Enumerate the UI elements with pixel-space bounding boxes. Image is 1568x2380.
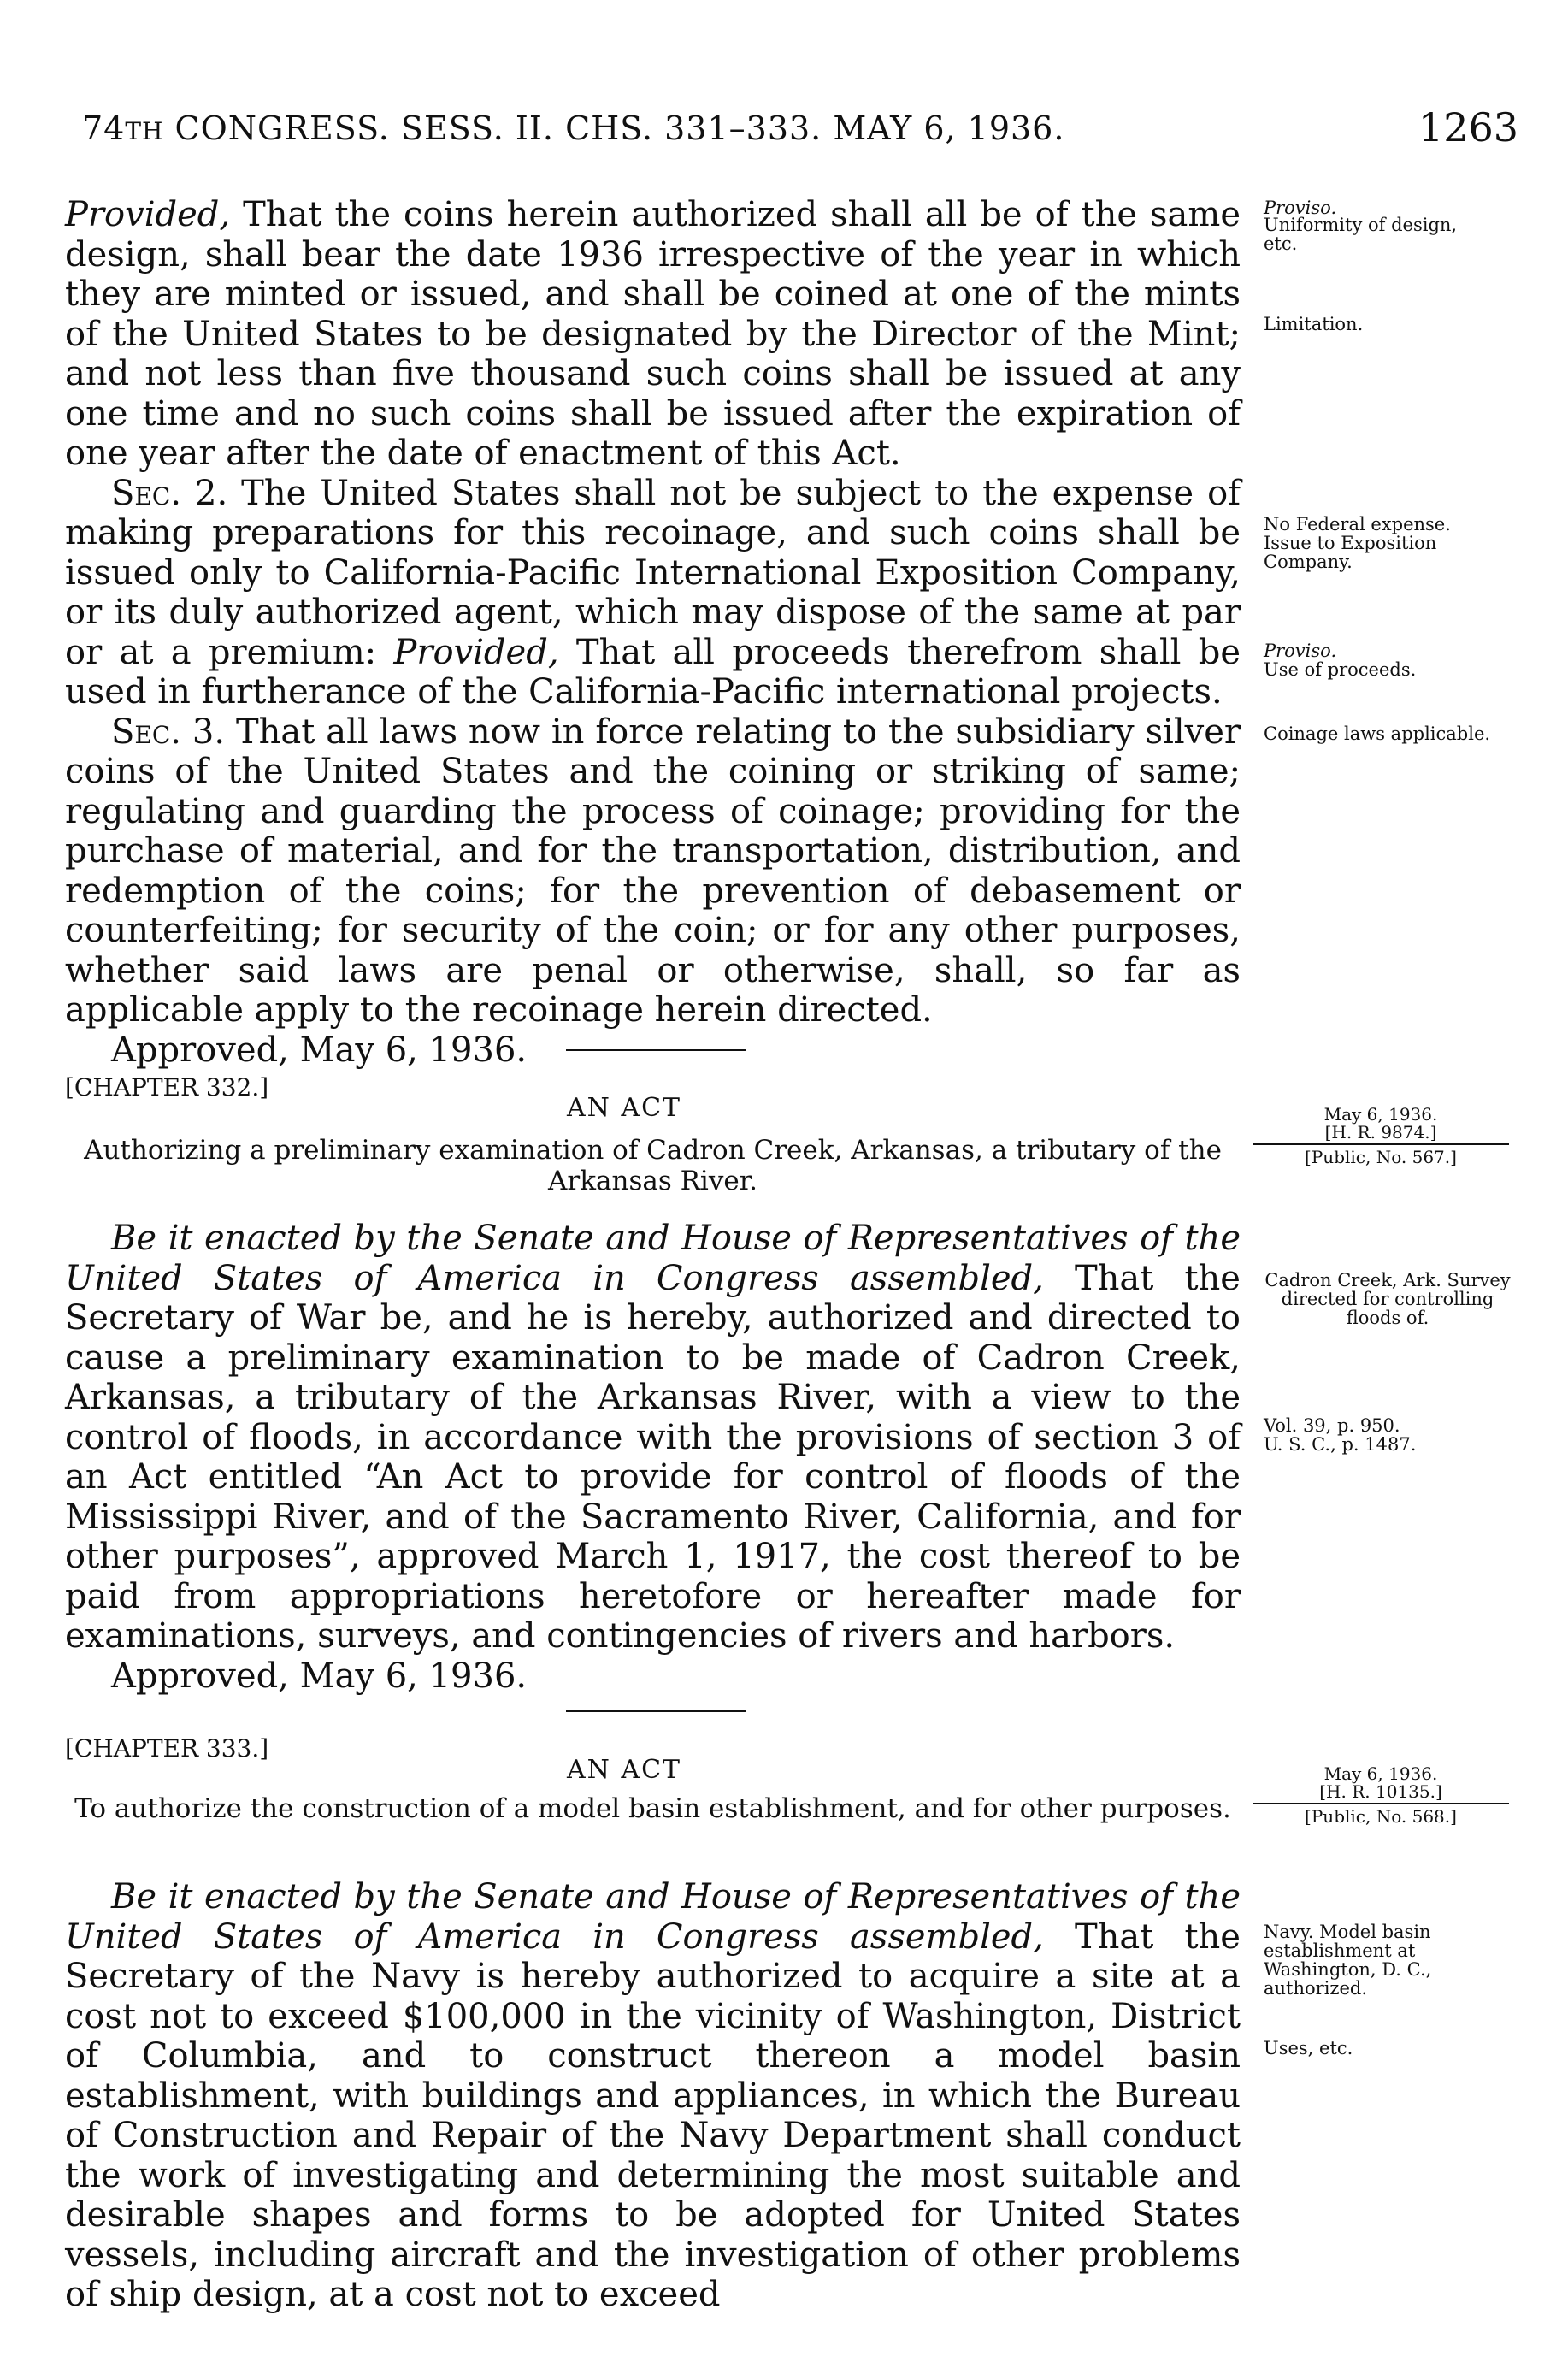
approved-line-1: Approved, May 6, 1936. bbox=[111, 1030, 528, 1070]
margin-navy-model-basin: Navy. Model basin establishment at Washington, D. C., authorized. bbox=[1264, 1922, 1432, 1999]
margin-coinage-laws: Coinage laws applicable. bbox=[1264, 723, 1491, 744]
chapter-332-body bbox=[65, 1219, 1241, 1696]
proviso-word: Provided, bbox=[65, 195, 231, 234]
chapter-333-public-law: [Public, No. 568.] bbox=[1305, 1806, 1457, 1827]
continued-act-body bbox=[65, 195, 1241, 1070]
separator-rule-2 bbox=[566, 1710, 746, 1712]
margin-cadron-creek: Cadron Creek, Ark. Survey directed for controlling floods of. bbox=[1264, 1270, 1511, 1328]
chapter-332-title: Authorizing a preliminary examination of Cadron Creek, Arkansas, a tributary of the Arkansas River. bbox=[84, 1135, 1222, 1196]
margin-vol-39: Vol. 39, p. 950. bbox=[1264, 1415, 1400, 1436]
margin-use-of-proceeds: Use of proceeds. bbox=[1264, 659, 1417, 680]
chapter-332-bill: [H. R. 9874.] bbox=[1253, 1124, 1509, 1145]
margin-issue-to: Issue to Exposition Company. bbox=[1264, 533, 1437, 572]
margin-uses: Uses, etc. bbox=[1264, 2038, 1353, 2058]
chapter-332-paragraph bbox=[65, 1219, 1241, 1657]
approved-line-2: Approved, May 6, 1936. bbox=[111, 1656, 528, 1696]
chapter-333-text: That the Secretary of the Navy is hereby authorized to acquire a site at a cost not to exceed $100,000 in the vicinity of Washington, District of Columbia, and to construct thereon a model basin establishment, with buildings and appliances, in which the Bureau of Construction and Repair of the Navy Department shall conduct the work of investigating and determining the most suitable and desirable shapes and forms to be adopted for United States vessels, including aircraft and the investigation of other problems of ship design, at a cost not to exceed bbox=[65, 1916, 1241, 2314]
header-session-text: CONGRESS. SESS. II. CHS. 331–333. MAY 6, 1936. bbox=[163, 109, 1065, 147]
margin-limitation: Limitation. bbox=[1264, 314, 1364, 334]
margin-no-federal: No Federal expense. bbox=[1264, 514, 1451, 534]
section-2-proviso-word: Provided, bbox=[393, 632, 559, 672]
chapter-332-an-act: AN ACT bbox=[566, 1093, 682, 1123]
chapter-332-date: May 6, 1936. bbox=[1323, 1104, 1438, 1125]
section-3-paragraph bbox=[65, 712, 1241, 1031]
header-ordinal-suffix: TH bbox=[125, 117, 164, 145]
separator-rule-1 bbox=[566, 1049, 746, 1051]
chapter-333-an-act: AN ACT bbox=[566, 1755, 682, 1785]
section-2-text-a: The United States shall not be subject to the expense of making preparations for this recoinage, and such coins shall be issued only to California-Pacific International Exposition Company, or its duly authorized agent, which may dispose of the same at par or at a premium: bbox=[65, 473, 1241, 672]
header-ordinal-number: 74 bbox=[82, 109, 126, 147]
chapter-333-title: To authorize the construction of a model basin establishment, and for other purposes. bbox=[74, 1793, 1231, 1824]
section-2-paragraph bbox=[65, 474, 1241, 712]
chapter-332-text: That the Secretary of War be, and he is hereby, authorized and directed to cause a preliminary examination to be made of Cadron Creek, Arkansas, a tributary of the Arkansas River, with a view to the control of floods, in accordance with the provisions of section 3 of an Act entitled “An Act to provide for control of floods of the Mississippi River, and of the Sacramento River, California, and for other purposes”, approved March 1, 1917, the cost thereof to be paid from appropriations heretofore or hereafter made for examinations, surveys, and contingencies of rivers and harbors. bbox=[65, 1258, 1241, 1656]
chapter-332-public-law: [Public, No. 567.] bbox=[1305, 1147, 1457, 1167]
chapter-333-bill: [H. R. 10135.] bbox=[1253, 1783, 1509, 1804]
section-1-text: That the coins herein authorized shall all be of the same design, shall bear the date 1936 irrespective of the year in which they are minted or issued, and shall be coined at one of the mints of the United States to be designated by the Director of the Mint; and not less than five thousand such coins shall be issued at any one time and no such coins shall be issued after the expiration of one year after the date of enactment of this Act. bbox=[65, 195, 1241, 473]
chapter-333-citation-box bbox=[1253, 1765, 1509, 1826]
margin-usc: U. S. C., p. 1487. bbox=[1264, 1434, 1417, 1455]
running-header bbox=[82, 104, 1518, 161]
chapter-333-body bbox=[65, 1877, 1241, 2315]
section-3-text: That all laws now in force relating to the subsidiary silver coins of the United States and the coining or striking of same; regulating and guarding the process of coinage; providing for the purchase of material, and for the transportation, distribution, and redemption of the coins; for the prevention of debasement or counterfeiting; for security of the coin; or for any other purposes, whether said laws are penal or otherwise, shall, so far as applicable apply to the recoinage herein directed. bbox=[65, 712, 1241, 1030]
chapter-332-enacting-clause: Be it enacted by the Senate and House of Representatives of the United States of America in Congress assembled, bbox=[65, 1219, 1241, 1298]
chapter-333-enacting-clause: Be it enacted by the Senate and House of Representatives of the United States of America in Congress assembled, bbox=[65, 1877, 1241, 1957]
section-3-label: Sec. 3. bbox=[111, 712, 226, 752]
margin-uniformity: Uniformity of design, etc. bbox=[1264, 215, 1458, 254]
margin-proviso: Proviso. bbox=[1264, 198, 1337, 218]
chapter-332-citation-box bbox=[1253, 1106, 1509, 1166]
margin-proviso-2: Proviso. bbox=[1264, 641, 1337, 661]
section-2-label: Sec. 2. bbox=[111, 473, 228, 513]
chapter-333-date: May 6, 1936. bbox=[1323, 1763, 1438, 1784]
chapter-333-paragraph bbox=[65, 1877, 1241, 2315]
page-number: 1263 bbox=[1418, 104, 1518, 151]
chapter-333-label: [CHAPTER 333.] bbox=[65, 1734, 269, 1763]
section-2-text-b: That all proceeds therefrom shall be used in furtherance of the California-Pacific international projects. bbox=[65, 632, 1241, 712]
section-1-paragraph bbox=[65, 195, 1241, 474]
chapter-332-label: [CHAPTER 332.] bbox=[65, 1073, 269, 1101]
header-citation bbox=[82, 109, 1064, 147]
